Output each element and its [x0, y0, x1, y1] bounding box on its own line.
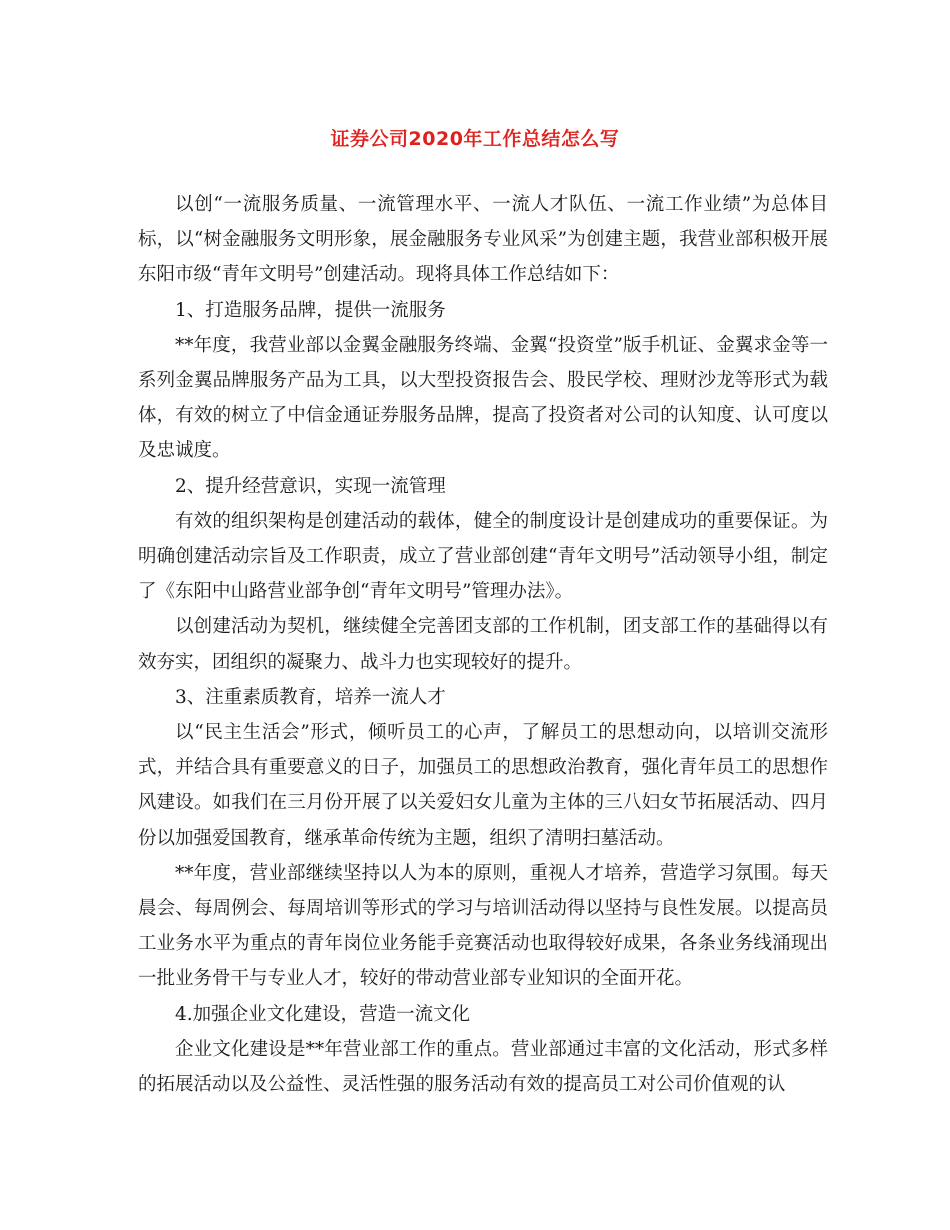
- section-heading-2: 2、提升经营意识，实现一流管理: [175, 475, 446, 497]
- section-heading-4: 4.加强企业文化建设，营造一流文化: [175, 1003, 471, 1025]
- paragraph: **年度，营业部继续坚持以人为本的原则，重视人才培养，营造学习氛围。每天晨会、每周例会、每周培训等形式的学习与培训活动得以坚持与良性发展。以提高员工业务水平为重点的青年岗位业务能手竞赛活动也取得较好成果，各条业务线涌现出一批业务骨干与专业人才，较好的带动营业部专业知识的全面开花。: [138, 862, 828, 990]
- section-heading-1: 1、打造服务品牌，提供一流服务: [175, 299, 446, 321]
- paragraph-intro: 以创“一流服务质量、一流管理水平、一流人才队伍、一流工作业绩”为总体目标，以“树金融服务文明形象，展金融服务专业风采”为创建主题，我营业部积极开展东阳市级“青年文明号”创建活动。现将具体工作总结如下：: [138, 194, 828, 286]
- paragraph: 有效的组织架构是创建活动的载体，健全的制度设计是创建成功的重要保证。为明确创建活动宗旨及工作职责，成立了营业部创建“青年文明号”活动领导小组，制定了《东阳中山路营业部争创“青年文明号”管理办法》。: [138, 510, 828, 603]
- document-body: [138, 187, 828, 1102]
- section-heading-3: 3、注重素质教育，培养一流人才: [175, 686, 446, 708]
- paragraph: 以“民主生活会”形式，倾听员工的心声，了解员工的思想动向，以培训交流形式，并结合具有重要意义的日子，加强员工的思想政治教育，强化青年员工的思想作风建设。如我们在三月份开展了以关爱妇女儿童为主体的三八妇女节拓展活动、四月份以加强爱国教育，继承革命传统为主题，组织了清明扫墓活动。: [138, 722, 828, 849]
- paragraph: **年度，我营业部以金翼金融服务终端、金翼“投资堂”版手机证、金翼求金等一系列金翼品牌服务产品为工具，以大型投资报告会、股民学校、理财沙龙等形式为载体，有效的树立了中信金通证券服务品牌，提高了投资者对公司的认知度、认可度以及忠诚度。: [138, 334, 828, 462]
- paragraph: 企业文化建设是**年营业部工作的重点。营业部通过丰富的文化活动，形式多样的拓展活动以及公益性、灵活性强的服务活动有效的提高员工对公司价值观的认: [138, 1038, 828, 1096]
- paragraph: 以创建活动为契机，继续健全完善团支部的工作机制，团支部工作的基础得以有效夯实，团组织的凝聚力、战斗力也实现较好的提升。: [138, 616, 828, 673]
- document-title: 证券公司2020年工作总结怎么写: [330, 128, 620, 150]
